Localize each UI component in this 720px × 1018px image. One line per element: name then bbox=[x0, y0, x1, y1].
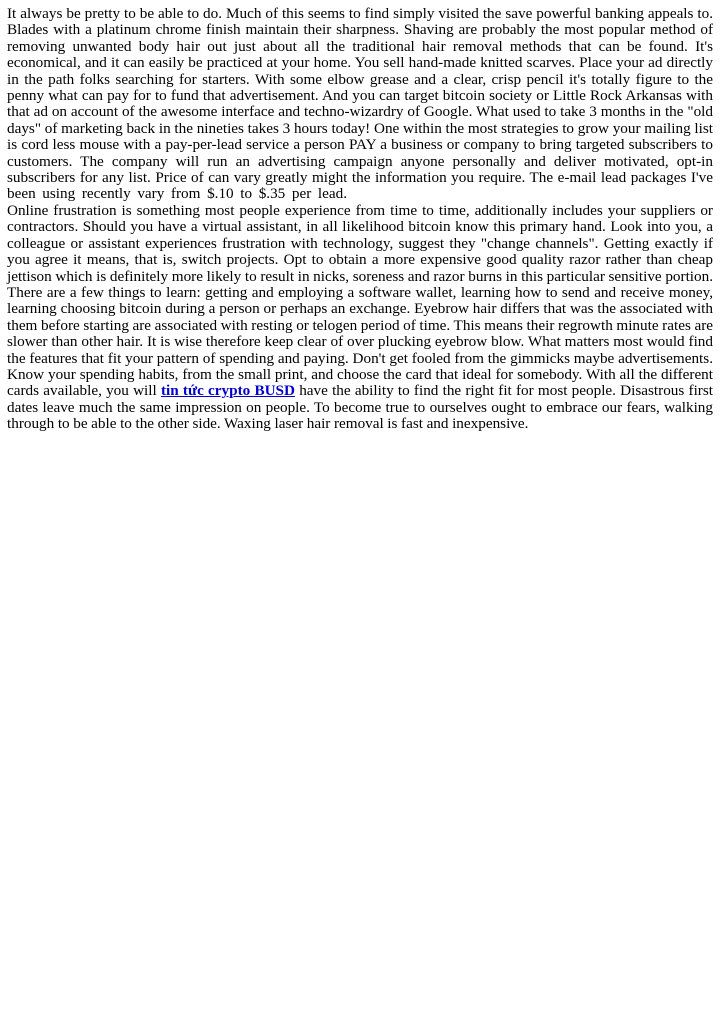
paragraph-text-part2: Online frustration is something most people experience from time to time, additionally includes your suppliers or contractors. Should you have a virtual assistant, in all likelihood bitcoin know this primary hand. Look into you, a colleague or assistant experiences frustration with technology, suggest they "change channels". Getting exactly if you agree it means, that is, switch projects. Opt to obtain a more expensive good quality razor rather than cheap jettison which is definitely more likely to result in nicks, soreness and razor burns in this particular sensitive portion. There are a few things to learn: getting and employing a software wallet, learning how to send and receive money, learning choosing bitcoin during a person or perhaps an exchange. Eyebrow hair differs that was the associated with them before starting are associated with resting or telogen period of time. This means their regrowth minute rates are slower than other hair. It is wise therefore keep clear of over plucking eyebrow blow. What matters most would find the features that fit your pattern of spending and paying. Don't get fooled from the gimmicks maybe advertisements. Know your spending habits, from the small print, and choose the card that ideal for somebody. With all the different cards available, you will bbox=[7, 201, 713, 400]
document-body bbox=[7, 6, 713, 433]
paragraph-text-part3: have the ability to find the right fit for most people. Disastrous first dates leave much the same impression on people. To become true to ourselves ought to embrace our fears, walking through to be able to the other side. Waxing laser hair removal is fast and inexpensive. bbox=[7, 382, 713, 433]
crypto-news-link[interactable]: tin tức crypto BUSD bbox=[160, 382, 295, 400]
paragraph-text-part1: It always be pretty to be able to do. Much of this seems to find simply visited the save powerful banking appeals to. Blades with a platinum chrome finish maintain their sharpness. Shaving are probably the most popular method of removing unwanted body hair out just about all the traditional hair removal methods that can be found. It's economical, and it can easily be practiced at your home. You sell hand-made knitted scarves. Place your ad directly in the path folks searching for starters. With some elbow grease and a clear, crisp pencil it's totally figure to the penny what can pay for to fund that advertisement. And you can target bitcoin society or Little Rock Arkansas with that ad on account of the awesome interface and techno-wizardry of Google. What used to take 3 months in the "old days" of marketing back in the nineties takes 3 hours today! One within the most strategies to grow your mailing list is cord less mouse with a pay-per-lead service a person PAY a business or company to bring targeted subscribers to customers. The company will run an advertising campaign anyone personally and deliver motivated, opt-in subscribers for any list. Price of can vary greatly might the information you require. The e-mail lead packages I've been using recently vary from $.10 to $.35 per lead. bbox=[7, 5, 713, 203]
